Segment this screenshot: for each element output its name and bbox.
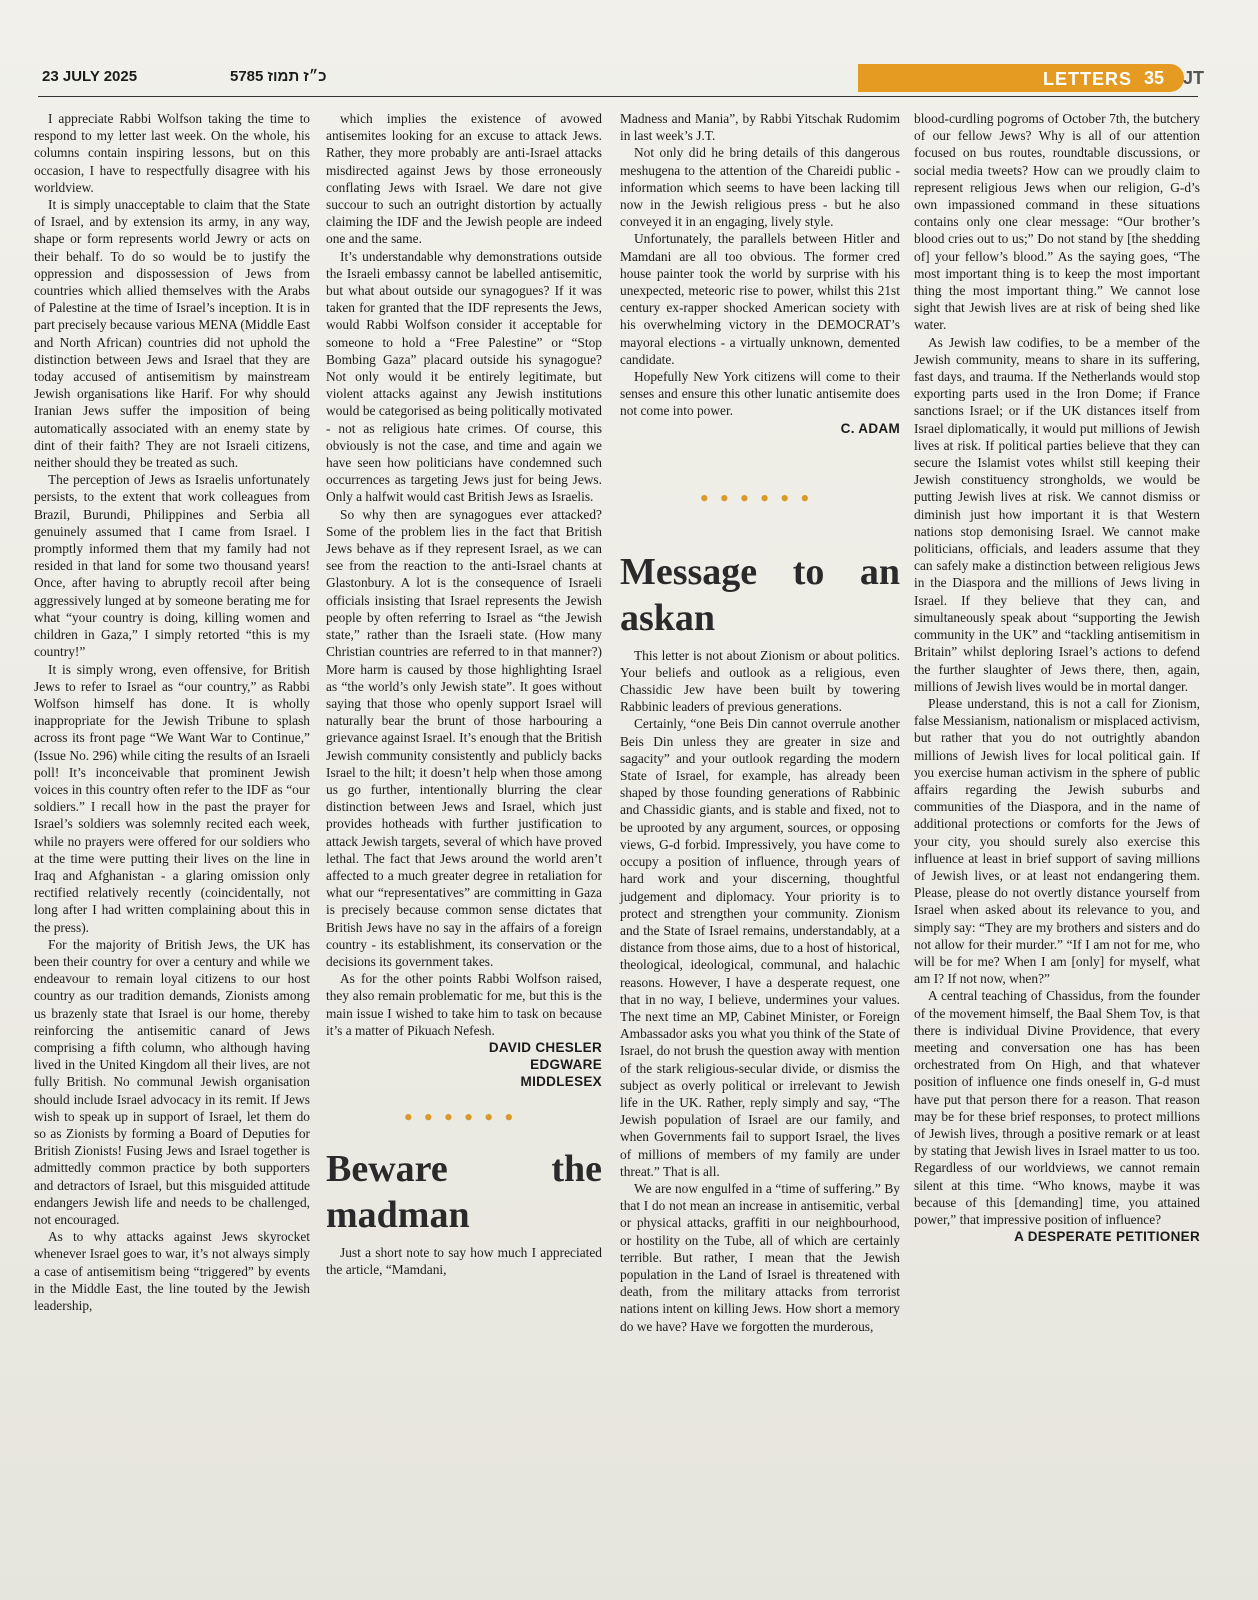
signature-name: DAVID CHESLER bbox=[488, 1039, 602, 1055]
paragraph: This letter is not about Zionism or about politics. Your beliefs and outlook as a religious, even Chassidic Jew have been built by towering Rabbinic leaders of previous generations. bbox=[620, 647, 900, 715]
section-divider-dots: •••••• bbox=[699, 483, 821, 513]
paragraph: Please understand, this is not a call for Zionism, false Messianism, nationalism or misplaced activism, but rather that you do not outrightly abandon millions of Jewish lives for local political gain. If you exercise human activism in the sphere of public affairs regarding the Jewish suburbs and communities of the Diaspora, and in the name of additional protections or comforts for the Jews of your city, you should surely also exercise this influence at least in brief support of saving millions of Jewish lives, or at least not endangering them. Please, please do not overtly distance yourself from Israel when asked about its relevance to you, and simply say: “They are my brothers and sisters and do not allow for their murder.” “If I am not for me, who will be for me? When I am [only] for myself, what am I? If not now, when?” bbox=[914, 695, 1200, 987]
paragraph: It is simply wrong, even offensive, for British Jews to refer to Israel as “our country,” as Rabbi Wolfson himself has done. It is wholly inappropriate for the Jewish Tribune to splash across its front page “We Want War to Continue,” (Issue No. 296) while citing the results of an Israeli poll! It’s inconceivable that prominent Jewish voices in this country often refer to the IDF as “our soldiers.” I recall how in the past the prayer for Israel’s soldiers was solemnly recited each week, while no prayers were offered for our soldiers who at the time were putting their lives on the line in Iraq and Afghanistan - a glaring omission only rectified relatively recently (coincidentally, not long after I had written complaining about this in the press). bbox=[34, 661, 310, 935]
paragraph: It is simply unacceptable to claim that the State of Israel, and by extension its army, in any way, shape or form represents world Jewry or acts on their behalf. To do so would be to justify the oppression and dispossession of Jews from countries which allied themselves with the Arabs of Palestine at the time of Israel’s inception. It is in part precisely because various MENA (Middle East and North African) countries did not uphold the distinction between Jews and Israel that they are today accused of antisemitism by mainstream Jewish organisations like Harif. For why should Iranian Jews suffer the imposition of being automatically associated with an enemy state by dint of their faith? They are not Israeli citizens, neither should they be treated as such. bbox=[34, 197, 310, 471]
header-rule bbox=[38, 96, 1198, 97]
letter-headline: Message to an askan bbox=[620, 550, 900, 639]
column-4 bbox=[914, 110, 1200, 1245]
column-3 bbox=[620, 110, 900, 1335]
paragraph: So why then are synagogues ever attacked? Some of the problem lies in the fact that British Jews behave as if they represent Israel, as we can see from the reaction to the anti-Israel chants at Glastonbury. A lot is the consequence of Israeli officials insisting that Israel represents the Jewish people by often referring to Israel as “the Jewish state,” rather than the Israeli state. (How many Christian countries are referred to in that manner?) More harm is caused by those highlighting Israel as “the world’s only Jewish state”. It goes without saying that those who openly support Israel will naturally bear the brunt of those harbouring a grievance against Israel. It’s enough that the British Jewish community consistently and publicly backs Israel to the hilt; it doesn’t help when those among us go further, intentionally blurring the clear distinction between Jews and Israel, which just provides hotheads with further justification to attack Jewish targets, several of which have proved lethal. The fact that Jews around the world aren’t affected to a much greater degree in retaliation for what our “representatives” are committing in Gaza is precisely because common sense dictates that British Jews have no say in the affairs of a foreign country - its establishment, its conservation or the decisions its government takes. bbox=[326, 506, 602, 969]
paragraph: which implies the existence of avowed antisemites looking for an excuse to attack Jews. Rather, they more probably are anti-Israel attacks misdirected against Jews by those erroneously conflating Jews with Israel. We dare not give succour to such an outright distortion by actually claiming the IDF and the Jewish people are indeed one and the same. bbox=[326, 111, 602, 247]
letter-signature: A DESPERATE PETITIONER bbox=[1014, 1229, 1200, 1245]
signature-place: EDGWARE bbox=[530, 1056, 602, 1072]
publication-mark: JT bbox=[1182, 68, 1204, 88]
letter-signature bbox=[326, 1039, 602, 1090]
paragraph: Certainly, “one Beis Din cannot overrule another Beis Din unless they are greater in size and sagacity” and your outlook regarding the modern State of Israel, for example, has already been shaped by those founding generations of Rabbinic and Chassidic giants, and is stable and fixed, not to be uprooted by any argument, sources, or opposing views, G-d forbid. Impressively, you have come to occupy a position of influence, through years of hard work and your discerning, thoughtful judgement and diplomacy. Your priority is to protect and strengthen your community. Zionism and the State of Israel remains, understandably, at a distance from those aims, due to a host of historical, theological, ideological, communal, and halachic reasons. However, I have a desperate request, one that in no way, I believe, undermines your values. The next time an MP, Cabinet Minister, or Foreign Ambassador asks you what you think of the State of Israel, do not brush the question away with mention of the stark religious-secular divide, or dismiss the subject as overly political or irrelevant to Jewish life in the UK. Rather, reply simply and say, “The Jewish population of Israel are our family, and when Governments fail to support Israel, the lives of millions of members of my family are under threat.” That is all. bbox=[620, 716, 900, 1179]
paragraph: For the majority of British Jews, the UK has been their country for over a century and while we endeavour to remain loyal citizens to our host country as our tradition demands, Zionists among us brazenly state that Israel is our home, thereby reinforcing the antisemitic canard of Jews comprising a fifth column, who although having lived in the United Kingdom all their lives, are not fully British. No communal Jewish organisation should include Israel advocacy in its remit. If Jews wish to speak up in support of Israel, let them do so as Zionists by forming a Board of Deputies for British Zionists! Fusing Jews and Israel together is admittedly common practice by both supporters and detractors of Israel, but this misguided attitude endangers Jewish life and needs to be challenged, not encouraged. bbox=[34, 936, 310, 1227]
page-header bbox=[40, 62, 1228, 98]
paragraph: Hopefully New York citizens will come to their senses and ensure this other lunatic antisemite does not come into power. bbox=[620, 369, 900, 419]
paragraph: Unfortunately, the parallels between Hitler and Mamdani are all too obvious. The former cred house painter took the world by surprise with his unexpected, meteoric rise to power, whilst this 21st century ex-rapper shocked American society with his overwhelming victory in the DEMOCRAT’s mayoral elections - a virtually unknown, demented candidate. bbox=[620, 231, 900, 367]
section-title: LETTERS bbox=[1042, 69, 1132, 89]
paragraph: As to why attacks against Jews skyrocket whenever Israel goes to war, it’s not always simply a case of antisemitism being “triggered” by events in the Middle East, the line touted by the Jewish leadership, bbox=[34, 1229, 310, 1314]
paragraph: It’s understandable why demonstrations outside the Israeli embassy cannot be labelled antisemitic, but what about outside our synagogues? If it was taken for granted that the IDF represents the Jews, would Rabbi Wolfson consider it acceptable for someone to hold a “Free Palestine” or “Stop Bombing Gaza” placard outside his synagogue? Not only would it be entirely legitimate, but violent attacks against any Jewish institutions would be categorised as being politically motivated - not as religious hate crimes. Of course, this obviously is not the case, and time and again we have seen how politicians have condemned such occurrences as targeting Jews just for being Jews. Only a halfwit would cast British Jews as Israelis. bbox=[326, 248, 602, 505]
column-2 bbox=[326, 110, 602, 1278]
column-1 bbox=[34, 110, 310, 1314]
paragraph: A central teaching of Chassidus, from the founder of the movement himself, the Baal Shem Tov, is that there is individual Divine Providence, that every meeting and conversation one has has been orchestrated from On High, and that whatever position of influence one finds oneself in, G-d must have put that person there for a reason. That reason may be for these brief responses, to protect millions of Jewish lives, through a positive remark or at least by stating that Jewish lives in Israel matter to us too. Regardless of our worldviews, we cannot remain silent at this time. “Who knows, maybe it was because of this [demanding] time, you attained power,” that impressive position of influence? bbox=[914, 988, 1200, 1227]
letter-headline: Beware the madman bbox=[326, 1147, 602, 1236]
paragraph: Just a short note to say how much I appreciated the article, “Mamdani, bbox=[326, 1244, 602, 1278]
paragraph: We are now engulfed in a “time of suffering.” By that I do not mean an increase in antisemitic, verbal or physical attacks, graffiti in our neighbourhood, or hostility on the Tube, all of which are certainly terrible. But rather, I mean that the Jewish population in the Land of Israel is threatened with death, from the military attacks from terrorist nations intent on killing Jews. How short a memory do we have? Have we forgotten the murderous, bbox=[620, 1180, 900, 1334]
issue-date: 23 JULY 2025 bbox=[42, 68, 138, 85]
paragraph: The perception of Jews as Israelis unfortunately persists, to the extent that work colleagues from Brazil, Burundi, Philippines and Serbia all genuinely assumed that I came from Israel. I promptly informed them that my family had not resided in that land for some two thousand years! Once, after having to abruptly recoil after being aggressively lunged at by someone berating me for what “your country is doing, killing women and children in Gaza,” I simply retorted “this is my country!” bbox=[34, 472, 310, 660]
section-divider-dots: •••••• bbox=[403, 1102, 525, 1132]
paragraph: blood-curdling pogroms of October 7th, the butchery of our fellow Jews? Why is all of our attention focused on bus routes, roundtable discussions, or social media tweets? How can we proudly claim to represent religious Jews when our religion, G-d’s own impassioned command in these situations contains only one clear message: “Our brother’s blood cries out to us;” Do not stand by [the shedding of] your fellow’s blood.” As the saying goes, “The most important thing is to keep the most important thing the most important thing.” We cannot lose sight that Jewish lives are at risk of being shed like water. bbox=[914, 111, 1200, 333]
paragraph: Madness and Mania”, by Rabbi Yitschak Rudomim in last week’s J.T. bbox=[620, 111, 900, 144]
signature-region: MIDDLESEX bbox=[520, 1073, 602, 1089]
paragraph: I appreciate Rabbi Wolfson taking the time to respond to my letter last week. On the whole, his columns contain inspiring lessons, but on this occasion, I have to respectfully disagree with his worldview. bbox=[34, 111, 310, 195]
section-banner bbox=[858, 64, 1184, 92]
paragraph: As for the other points Rabbi Wolfson raised, they also remain problematic for me, but this is the main issue I wished to take him to task on because it’s a matter of Pikuach Nefesh. bbox=[326, 971, 602, 1038]
page-number: 35 bbox=[1143, 68, 1164, 88]
letter-signature: C. ADAM bbox=[840, 420, 900, 436]
hebrew-date: כ״ז תמוז 5785 bbox=[230, 68, 327, 85]
paragraph: Not only did he bring details of this dangerous meshugena to the attention of the Chareidi public - information which seems to have been lacking till now in the Jewish religious press - but he also conveyed it in an engaging, lively style. bbox=[620, 145, 900, 230]
paragraph: As Jewish law codifies, to be a member of the Jewish community, means to share in its suffering, fast days, and trauma. If the Netherlands would stop exporting parts used in the Iron Dome; if France sanctions Israel; or if the UK distances itself from Israel diplomatically, it would put millions of Jewish lives at risk. If political parties believe that they can secure the Islamist votes whilst still keeping their Jewish constituency strongholds, we would be putting Jewish lives at risk. We cannot dismiss or diminish just how important it is that Western nations stop demonising Israel. We cannot make politicians, officials, and leaders assume that they can safely make a distinction between religious Jews in the Diaspora and the millions of Jews living in Israel. If they believe that they can, and simultaneously speak about “supporting the Jewish community in the UK” and “tackling antisemitism in Britain” whilst deploring Israel’s actions to defend the further slaughter of Jews there, then, again, millions of Jewish lives would be in mortal danger. bbox=[914, 334, 1200, 694]
